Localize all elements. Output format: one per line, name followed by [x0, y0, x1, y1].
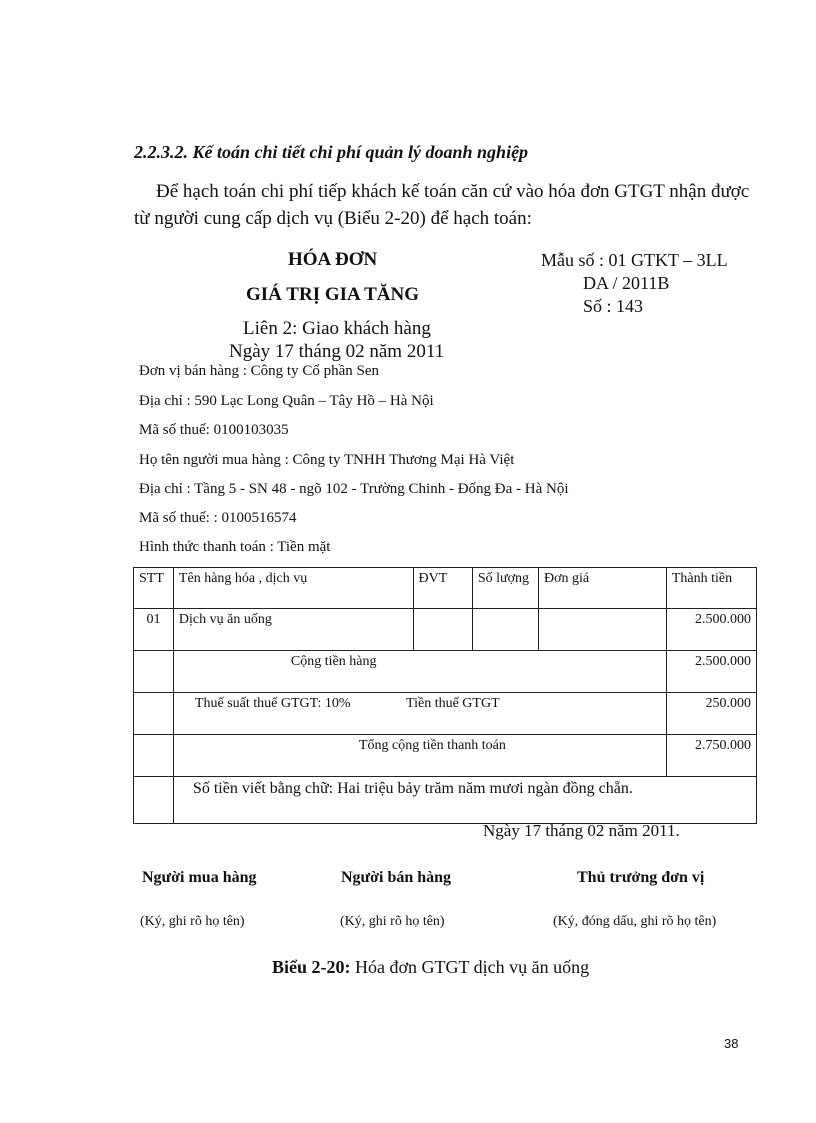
invoice-date: Ngày 17 tháng 02 năm 2011 [229, 341, 445, 362]
row-name: Dịch vụ ăn uống [173, 609, 413, 651]
total-value: 2.750.000 [666, 735, 756, 777]
total-row [134, 735, 757, 777]
buyer-tax-code: Mã số thuế: : 0100516574 [139, 510, 297, 526]
subtotal-label: Cộng tiền hàng [290, 654, 377, 669]
row-stt: 01 [134, 609, 174, 651]
subtotal-label-cell [173, 651, 666, 693]
payment-method: Hình thức thanh toán : Tiền mặt [139, 539, 331, 555]
invoice-series: DA / 2011B [583, 273, 670, 293]
signature-director-note: (Ký, đóng dấu, ghi rõ họ tên) [553, 914, 717, 929]
caption-text: Hóa đơn GTGT dịch vụ ăn uống [350, 957, 590, 977]
vat-amount-label: Tiền thuế GTGT [406, 696, 500, 711]
signature-buyer-title: Người mua hàng [142, 869, 257, 886]
table-header-row [134, 568, 757, 609]
header-quantity: Số lượng [472, 568, 538, 609]
subtotal-row [134, 651, 757, 693]
in-words-stt-cell [134, 777, 174, 824]
vat-label-cell [173, 693, 666, 735]
form-number: Mẫu số : 01 GTKT – 3LL [541, 250, 728, 270]
seller-tax-code: Mã số thuế: 0100103035 [139, 422, 289, 438]
amount-in-words: Số tiền viết bằng chữ: Hai triệu bảy trăm năm mươi ngàn đồng chẵn. [192, 780, 633, 797]
invoice-subtitle: GIÁ TRỊ GIA TĂNG [246, 284, 419, 305]
invoice-title: HÓA ĐƠN [288, 249, 378, 270]
vat-stt-cell [134, 693, 174, 735]
row-unit-price [539, 609, 667, 651]
footer-date: Ngày 17 tháng 02 năm 2011. [483, 821, 680, 840]
in-words-row [134, 777, 757, 824]
page-number: 38 [724, 1036, 739, 1051]
intro-line-1: Để hạch toán chi phí tiếp khách kế toán căn cứ vào hóa đơn GTGT nhận được [156, 181, 750, 202]
caption-label: Biểu 2-20: [272, 957, 351, 977]
signature-buyer-note: (Ký, ghi rõ họ tên) [140, 914, 245, 929]
invoice-table [133, 567, 757, 824]
header-unit: ĐVT [413, 568, 472, 609]
figure-caption [272, 957, 589, 978]
intro-line-2: từ người cung cấp dịch vụ (Biểu 2-20) để hạch toán: [134, 208, 532, 229]
buyer-name: Họ tên người mua hàng : Công ty TNHH Thương Mại Hà Việt [139, 452, 515, 468]
seller-address: Địa chỉ : 590 Lạc Long Quân – Tây Hồ – Hà Nội [139, 393, 434, 409]
signature-seller-title: Người bán hàng [341, 869, 452, 886]
signature-director-title: Thủ trưởng đơn vị [577, 869, 705, 886]
section-heading: 2.2.3.2. Kế toán chi tiết chi phí quản lý doanh nghiệp [134, 142, 529, 162]
row-quantity [472, 609, 538, 651]
total-label: Tổng cộng tiền thanh toán [358, 738, 506, 753]
row-amount: 2.500.000 [666, 609, 756, 651]
subtotal-value: 2.500.000 [666, 651, 756, 693]
vat-row [134, 693, 757, 735]
table-row [134, 609, 757, 651]
subtotal-stt-cell [134, 651, 174, 693]
row-unit [413, 609, 472, 651]
in-words-cell [173, 777, 756, 824]
buyer-address: Địa chỉ : Tầng 5 - SN 48 - ngõ 102 - Trường Chinh - Đống Đa - Hà Nội [139, 481, 569, 497]
seller-name: Đơn vị bán hàng : Công ty Cổ phần Sen [139, 363, 379, 379]
total-stt-cell [134, 735, 174, 777]
invoice-copy-label: Liên 2: Giao khách hàng [243, 318, 431, 339]
signature-seller-note: (Ký, ghi rõ họ tên) [340, 914, 445, 929]
header-unit-price: Đơn giá [539, 568, 667, 609]
vat-value: 250.000 [666, 693, 756, 735]
vat-rate-label: Thuế suất thuế GTGT: 10% [194, 696, 351, 711]
total-label-cell [173, 735, 666, 777]
header-stt: STT [134, 568, 174, 609]
header-name: Tên hàng hóa , dịch vụ [173, 568, 413, 609]
invoice-number: Số : 143 [583, 296, 644, 316]
header-amount: Thành tiền [666, 568, 756, 609]
